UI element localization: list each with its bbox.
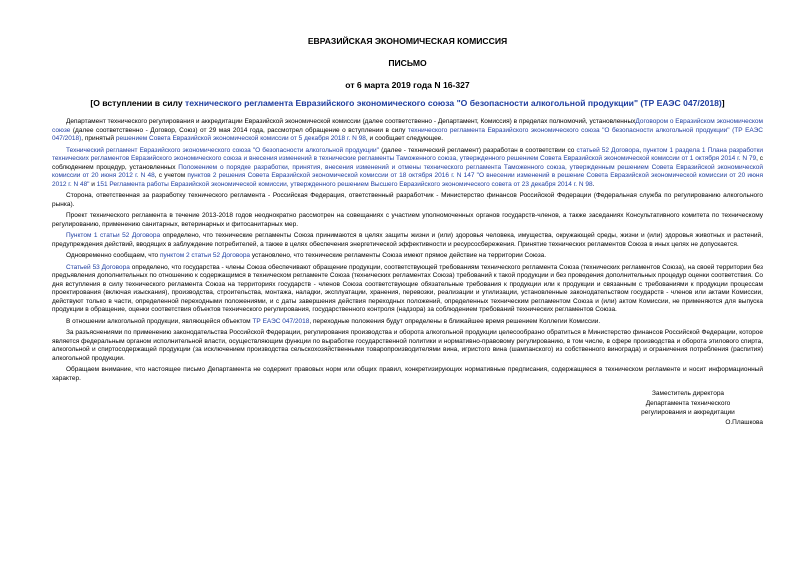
legal-reference-link[interactable]: статьей 52 Договора	[576, 146, 640, 154]
document-body	[52, 118, 763, 383]
paragraph-text: .	[592, 180, 595, 188]
legal-reference-link[interactable]: Положением о порядке разработки, принятия, внесения изменений и отмены технического регламента Таможенного союза, утвержденным решением Совета Евразийской экономической комиссии от 20 июня 2012 г. N 48	[52, 163, 763, 179]
paragraph-text: (далее - технический регламент) разработан в соответствии со	[379, 146, 577, 154]
legal-reference-link[interactable]: Договором о Евразийском экономическом союзе	[52, 118, 763, 134]
legal-reference-link[interactable]: решением Совета Евразийской экономической комиссии от 5 декабря 2018 г. N 98	[115, 135, 366, 142]
paragraph-text: Сторона, ответственная за разработку технического регламента - Российская Федерация, ответственный разработчик - Министерство финансов Российской Федерации (Федеральная служба по регулированию алкогольного рынка).	[52, 192, 763, 208]
paragraph	[52, 147, 763, 190]
paragraph-text: (далее соответственно - Договор, Союз) от 29 мая 2014 года, рассмотрел обращение о вступлении в силу	[70, 126, 408, 134]
paragraph-text: установлено, что технические регламенты Союза имеют прямое действие на территории Союза.	[250, 252, 547, 259]
signer-name: О.Плашкова	[725, 418, 763, 426]
paragraph-text: , и сообщает следующее.	[365, 135, 444, 142]
paragraph	[52, 264, 763, 315]
issuer-title: ЕВРАЗИЙСКАЯ ЭКОНОМИЧЕСКАЯ КОМИССИЯ	[307, 36, 508, 46]
signer-position-line2: Департамента технического	[645, 399, 731, 407]
signer-position-line1: Заместитель директора	[651, 390, 725, 397]
subject-open: [О вступлении в силу	[90, 98, 186, 108]
document-subject	[52, 98, 763, 109]
paragraph-text: Одновременно сообщаем, что	[66, 252, 160, 259]
paragraph	[52, 232, 763, 249]
signature-block	[613, 389, 763, 427]
legal-reference-link[interactable]: 151 Регламента работы Евразийской экономической комиссии, утвержденного решением Высшего Евразийского экономического совета от 23 декабря 2014 г. N 98	[96, 180, 593, 188]
document-date: от 6 марта 2019 года N 16-327	[345, 80, 470, 90]
legal-reference-link[interactable]: Технический регламент Евразийского экономического союза "О безопасности алкогольной продукции"	[66, 146, 379, 154]
legal-reference-link[interactable]: пунктом 1 раздела 1 Плана разработки технических регламентов Евразийского экономического союза и внесения изменений в технические регламенты Таможенного союза, утвержденного решением Совета Евразийской экономической комиссии от 1 октября 2014 г. N 79	[52, 146, 763, 162]
paragraph-text: , с соблюдением процедур, установленных	[52, 155, 763, 171]
legal-reference-link[interactable]: Пунктом 1 статьи 52 Договора	[66, 232, 161, 239]
paragraph-text: определено, что технические регламенты Союза принимаются в целях защиты жизни и (или) здоровья человека, имущества, окружающей среды, жизни и (или) здоровья животных и растений, предупреждения действий, вводящих в заблуждение потребителей, а также в целях обеспечения энергетической эффективности и ресурсосбережения. Принятие технических регламентов Союза в иных целях не допускается.	[52, 232, 763, 248]
paragraph-text: Департамент технического регулирования и аккредитации Евразийской экономической комиссии (далее соответственно - Департамент, Комиссия) в пределах полномочий, установленных	[66, 118, 636, 125]
paragraph-text: За разъяснениями по применению законодательства Российской Федерации, регулирования производства и оборота алкогольной продукции целесообразно обратиться в Министерство финансов Российской Федерации, которое является федеральным органом исполнительной власти, осуществляющим функции по выработке государственной политики и нормативно-правовому регулированию, в том числе, в сфере производства и оборота этилового спирта, алкогольной и спиртосодержащей продукции (за исключением производства сельскохозяйственными товаропроизводителями вина, игристого вина (шампанского) из собственного винограда) и ограничения потребления (распития) алкогольной продукции.	[52, 329, 763, 362]
paragraph	[52, 329, 763, 363]
paragraph	[52, 212, 763, 229]
paragraph-text: ,	[639, 146, 644, 154]
legal-reference-link[interactable]: пунктом 2 статьи 52 Договора	[159, 252, 251, 259]
paragraph	[52, 118, 763, 144]
paragraph	[52, 318, 763, 327]
document-type: ПИСЬМО	[388, 58, 427, 68]
paragraph-text: , переходные положения будут определены в ближайшее время решением Коллегии Комиссии.	[309, 317, 601, 325]
paragraph-text: , принятый	[81, 135, 116, 142]
paragraph-text: определено, что государства - члены Союза обеспечивают обращение продукции, соответствующей требованиям технического регламента Союза (технических регламентов Союза), на своей территории без предъявления дополнительных по отношению к содержащимся в техническом регламенте Союза (технических регламентах Союза) требований к такой продукции и без проведения дополнительных процедур оценки соответствия. Со дня вступления в силу технического регламента Союза на территориях государств - членов Союза соответствующие обязательные требования к продукции или к продукции и связанным с требованиями к продукции процессам проектирования (включая изыскания), производства, строительства, монтажа, наладки, эксплуатации, хранения, перевозки, реализации и утилизации, установленные законодательством государств - членов или актами Комиссии, действуют только в части, определенной переходными положениями, и с даты завершения действия переходных положений, определенных техническим регламентом Союза и (или) актом Комиссии, не применяются для выпуска продукции в обращение, оценки соответствия объектов технического регулирования, государственного контроля (надзора) за соблюдением требований технических регламентов Союза.	[52, 263, 763, 313]
paragraph-text: Обращаем внимание, что настоящее письмо Департамента не содержит правовых норм или общих правил, конкретизирующих нормативные предписания, содержащиеся в техническом регламенте и носит информационный характер.	[52, 366, 763, 382]
paragraph	[52, 252, 763, 261]
subject-close: ]	[721, 98, 725, 108]
paragraph	[52, 192, 763, 209]
document-header	[52, 36, 763, 109]
legal-reference-link[interactable]: технического регламента Евразийского экономического союза "О безопасности алкогольной продукции" (ТР ЕАЭС 047/2018)	[52, 126, 763, 142]
paragraph-text: и	[89, 180, 97, 188]
legal-reference-link[interactable]: Статьей 53 Договора	[66, 263, 130, 271]
legal-reference-link[interactable]: пунктов 2 решения Совета Евразийской экономической комиссии от 18 октября 2016 г. N 147 "О внесении изменений в решение Совета Евразийской экономической комиссии от 20 июня 2012 г. N 48"	[52, 172, 763, 188]
subject-regulation-link[interactable]: технического регламента Евразийского экономического союза "О безопасности алкогольной продукции" (ТР ЕАЭС 047/2018)	[185, 98, 722, 108]
paragraph	[52, 366, 763, 383]
legal-reference-link[interactable]: ТР ЕАЭС 047/2018	[252, 317, 310, 325]
paragraph-text: Проект технического регламента в течение 2013-2018 годов неоднократно рассмотрен на совещаниях с участием уполномоченных органов государств-членов, а также заседаниях Консультативного комитета по техническому регулированию, применению санитарных, ветеринарных и фитосанитарных мер.	[52, 212, 763, 228]
paragraph-text: В отношении алкогольной продукции, являющейся объектом	[66, 317, 253, 325]
signer-position-line3: регулирования и аккредитации	[641, 409, 735, 416]
paragraph-text: , с учетом	[154, 172, 188, 179]
